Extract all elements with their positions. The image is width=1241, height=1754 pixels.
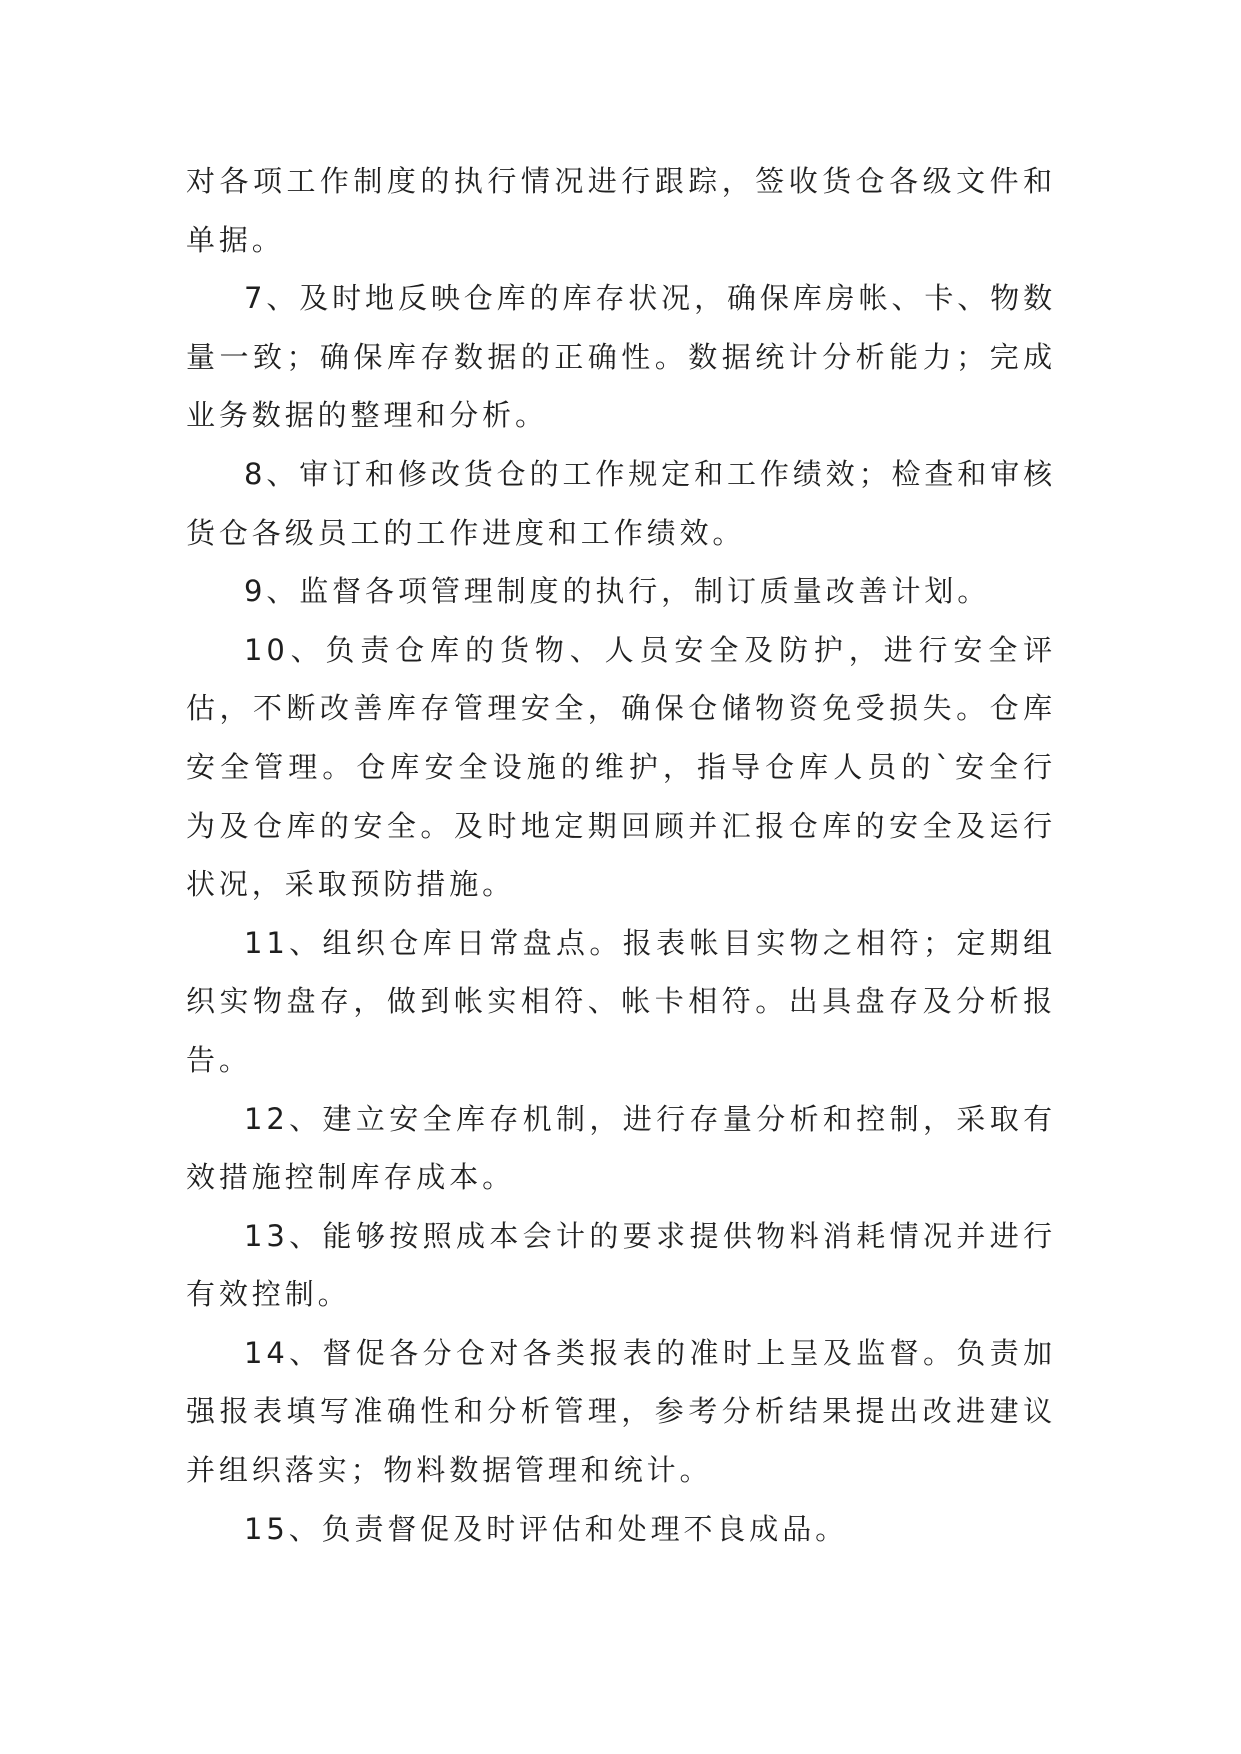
paragraph-item-9: 9、监督各项管理制度的执行，制订质量改善计划。: [244, 574, 991, 609]
paragraph-item-15: 15、负责督促及时评估和处理不良成品。: [244, 1511, 849, 1546]
document-body: [186, 152, 1056, 1558]
paragraph-item-10: 10、负责仓库的货物、人员安全及防护，进行安全评估，不断改善库存管理安全，确保仓储物资免受损失。仓库安全管理。仓库安全设施的维护，指导仓库人员的`安全行为及仓库的安全。及时地定期回顾并汇报仓库的安全及运行状况，采取预防措施。: [186, 632, 1056, 902]
paragraph-continuation: 对各项工作制度的执行情况进行跟踪，签收货仓各级文件和单据。: [186, 164, 1056, 257]
paragraph-item-7: 7、及时地反映仓库的库存状况，确保库房帐、卡、物数量一致；确保库存数据的正确性。数据统计分析能力；完成业务数据的整理和分析。: [186, 281, 1056, 433]
paragraph-item-13: 13、能够按照成本会计的要求提供物料消耗情况并进行有效控制。: [186, 1218, 1056, 1312]
paragraph-item-11: 11、组织仓库日常盘点。报表帐目实物之相符；定期组织实物盘存，做到帐实相符、帐卡相符。出具盘存及分析报告。: [186, 925, 1056, 1077]
paragraph-item-12: 12、建立安全库存机制，进行存量分析和控制，采取有效措施控制库存成本。: [186, 1101, 1056, 1195]
paragraph-item-14: 14、督促各分仓对各类报表的准时上呈及监督。负责加强报表填写准确性和分析管理，参考分析结果提出改进建议并组织落实；物料数据管理和统计。: [186, 1335, 1056, 1488]
paragraph-item-8: 8、审订和修改货仓的工作规定和工作绩效；检查和审核货仓各级员工的工作进度和工作绩效。: [186, 456, 1056, 550]
